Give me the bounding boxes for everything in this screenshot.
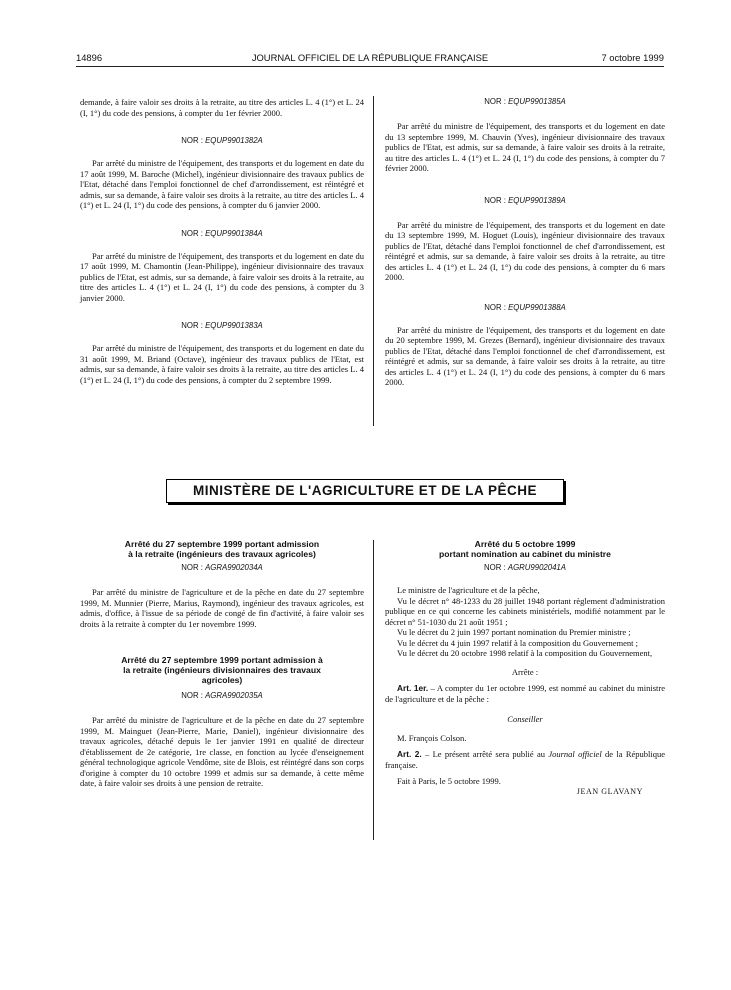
header-rule	[76, 66, 664, 67]
nor-label: NOR :	[484, 563, 506, 572]
nor-code: EQUP9901388A	[508, 302, 566, 312]
article-1	[385, 683, 665, 704]
nor-reference	[80, 229, 364, 239]
nor-reference	[385, 196, 665, 206]
article-2-label: Art. 2.	[397, 749, 422, 759]
ministry-section-title	[166, 479, 564, 503]
bottom-right-column	[385, 539, 665, 797]
nor-code: AGRA9902034A	[205, 563, 263, 572]
nor-code: AGRU9902041A	[507, 563, 566, 572]
decree-title-line: Arrêté du 27 septembre 1999 portant admission	[124, 539, 320, 549]
decree-paragraph: Par arrêté du ministre de l'équipement, des transports et du logement en date du 17 août 1999, M. Chamontin (Jean-Philippe), ingénieur divisionnaire des travaux publics de l'Etat, est admis, sur sa demande, à faire valoir ses droits à la retraite, au titre des articles L. 4 (1°) et L. 24 (I, 1°) du code des pensions, à compter du 3 janvier 2000.	[80, 250, 364, 303]
nor-reference	[385, 563, 665, 573]
decree-title-line: portant nomination au cabinet du ministre	[439, 549, 611, 559]
decree-title-line: agricoles)	[201, 675, 243, 685]
decree-title	[385, 539, 665, 559]
nor-reference	[385, 97, 665, 107]
article-2-text-end: de la République française.	[385, 749, 666, 770]
journal-title: JOURNAL OFFICIEL DE LA RÉPUBLIQUE FRANÇAISE	[251, 52, 489, 63]
decree-title-line: à la retraite (ingénieurs des travaux agricoles)	[128, 549, 316, 559]
ministry-section-label: MINISTÈRE DE L'AGRICULTURE ET DE LA PÊCHE	[193, 483, 537, 498]
nor-reference	[80, 321, 364, 331]
decree-title	[80, 539, 364, 559]
column-divider-bottom	[373, 540, 374, 840]
nor-label: NOR :	[181, 321, 203, 330]
decree-paragraph: Par arrêté du ministre de l'agriculture et de la pêche en date du 27 septembre 1999, M. Mainguet (Jean-Pierre, Marie, Daniel), ingénieur divisionnaire des travaux agricoles, détaché depuis le 1er janvier 1991 en qualité de directeur d'établissement de 2e catégorie, 1re classe, en fonction au lycée d'enseignement général technologique agricole Vendôme, site de Blois, est réintégré dans son corps d'origine à compter du 10 octobre 1999 et admis sur sa demande, à cette même date, à faire valoir ses droits à une pension de retraite.	[80, 715, 364, 788]
issue-date: 7 octobre 1999	[601, 52, 664, 63]
nor-code: EQUP9901385A	[508, 97, 566, 106]
nor-code: EQUP9901384A	[205, 228, 263, 238]
visa-line: Vu le décret n° 48-1233 du 28 juillet 1948 portant règlement d'administration publique en ce qui concerne les cabinets ministériels, modifié notamment par le décret n° 51-1030 du 21 août 1951 ;	[385, 595, 665, 627]
article-2-text: – Le présent arrêté sera publié au	[421, 749, 549, 759]
visa-line: Le ministre de l'agriculture et de la pêche,	[397, 585, 540, 595]
journal-reference: Journal officiel	[548, 749, 602, 759]
nor-reference	[80, 691, 364, 701]
column-divider-top	[373, 96, 374, 426]
signatory: JEAN GLAVANY	[576, 786, 643, 796]
nor-code: EQUP9901382A	[205, 136, 263, 145]
decree-title-line: la retraite (ingénieurs divisionnaires des travaux	[123, 665, 321, 675]
nor-reference	[80, 136, 364, 146]
decree-title	[80, 655, 364, 685]
nor-code: EQUP9901389A	[508, 195, 566, 205]
article-2	[385, 749, 665, 770]
decree-paragraph: Par arrêté du ministre de l'équipement, des transports et du logement en date du 17 août 1999, M. Baroche (Michel), ingénieur divisionnaire des travaux publics de l'Etat, détaché dans l'emploi fonctionnel de chef d'arrondissement, est réintégré et admis, sur sa demande, à faire valoir ses droits à la retraite, au titre des articles L. 4 (1°) et L. 24 (I, 1°) du code des pensions, à compter du 6 janvier 2000.	[80, 158, 364, 210]
decree-title-line: Arrêté du 27 septembre 1999 portant admission à	[121, 655, 323, 665]
nor-label: NOR :	[181, 563, 203, 572]
appointee-name: M. François Colson.	[397, 732, 467, 743]
decree-paragraph: Par arrêté du ministre de l'équipement, des transports et du logement en date du 13 septembre 1999, M. Hoguet (Louis), ingénieur divisionnaire des travaux publics de l'Etat, détaché dans l'emploi fonctionnel de chef d'arrondissement, est réintégré et admis, sur sa demande, à faire valoir ses droits à la retraite, au titre des articles L. 4 (1°) et L. 24 (I, 1°) du code des pensions, à compter du 6 mars 2000.	[385, 219, 665, 282]
nor-label: NOR :	[181, 228, 203, 238]
visa-line: Vu le décret du 20 octobre 1998 relatif à la composition du Gouvernement,	[397, 648, 653, 658]
decree-paragraph: Par arrêté du ministre de l'équipement, des transports et du logement en date du 20 septembre 1999, M. Grezes (Bernard), ingénieur divisionnaire des travaux publics de l'Etat, détaché dans l'emploi fonctionnel de chef d'arrondissement, est réintégré et admis, sur sa demande, à faire valoir ses droits à la retraite, au titre des articles L. 4 (1°) et L. 24 (I, 1°) du code des pensions, à compter du 6 mars 2000.	[385, 324, 665, 387]
visa-line: Vu le décret du 4 juin 1997 relatif à la composition du Gouvernement ;	[397, 637, 638, 648]
nor-label: NOR :	[181, 691, 203, 700]
nor-code: EQUP9901383A	[205, 321, 263, 330]
article-1-label: Art. 1er.	[397, 683, 429, 693]
decree-paragraph: Par arrêté du ministre de l'équipement, des transports et du logement en date du 13 septembre 1999, M. Chauvin (Yves), ingénieur divisionnaire des travaux publics de l'Etat, est admis, sur sa demande, à faire valoir ses droits à la retraite, au titre des articles L. 4 (1°) et L. 24 (I, 1°) du code des pensions, à compter du 7 février 2000.	[385, 121, 665, 173]
decree-title-line: Arrêté du 5 octobre 1999	[474, 539, 576, 549]
arrete-heading: Arrête :	[511, 666, 539, 677]
page-header	[76, 52, 664, 66]
nor-label: NOR :	[484, 195, 506, 205]
article-1-text: – A compter du 1er octobre 1999, est nommé au cabinet du ministre de l'agriculture et de la pêche :	[385, 683, 666, 704]
nor-reference	[385, 303, 665, 313]
top-right-column	[385, 97, 665, 388]
nor-label: NOR :	[181, 136, 203, 145]
visa-line: Vu le décret du 2 juin 1997 portant nomination du Premier ministre ;	[397, 627, 631, 637]
top-left-column	[80, 97, 364, 385]
decree-paragraph: Par arrêté du ministre de l'agriculture et de la pêche en date du 27 septembre 1999, M. Munnier (Pierre, Marius, Raymond), ingénieur des travaux agricoles, est admis, d'office, à l'issue de sa période de congé de fin d'activité, à faire valoir ses droits à la retraite à compter du 1er novembre 1999.	[80, 587, 364, 629]
continuation-text: demande, à faire valoir ses droits à la retraite, au titre des articles L. 4 (1°) et L. 24 (I, 1°) du code des pensions, à compter du 1er février 2000.	[80, 97, 364, 118]
role-title: Conseiller	[507, 714, 543, 724]
bottom-left-column	[80, 539, 364, 789]
nor-label: NOR :	[484, 302, 506, 312]
nor-code: AGRA9902035A	[205, 691, 263, 700]
signing-place-date: Fait à Paris, le 5 octobre 1999.	[397, 776, 501, 786]
nor-reference	[80, 563, 364, 573]
decree-paragraph: Par arrêté du ministre de l'équipement, des transports et du logement en date du 31 août 1999, M. Briand (Octave), ingénieur des travaux publics de l'Etat, est admis, sur sa demande, à faire valoir ses droits à la retraite, au titre des articles L. 4 (1°) et L. 24 (I, 1°) du code des pensions, à compter du 2 septembre 1999.	[80, 343, 364, 385]
nor-label: NOR :	[484, 97, 506, 106]
page-number: 14896	[76, 52, 103, 63]
